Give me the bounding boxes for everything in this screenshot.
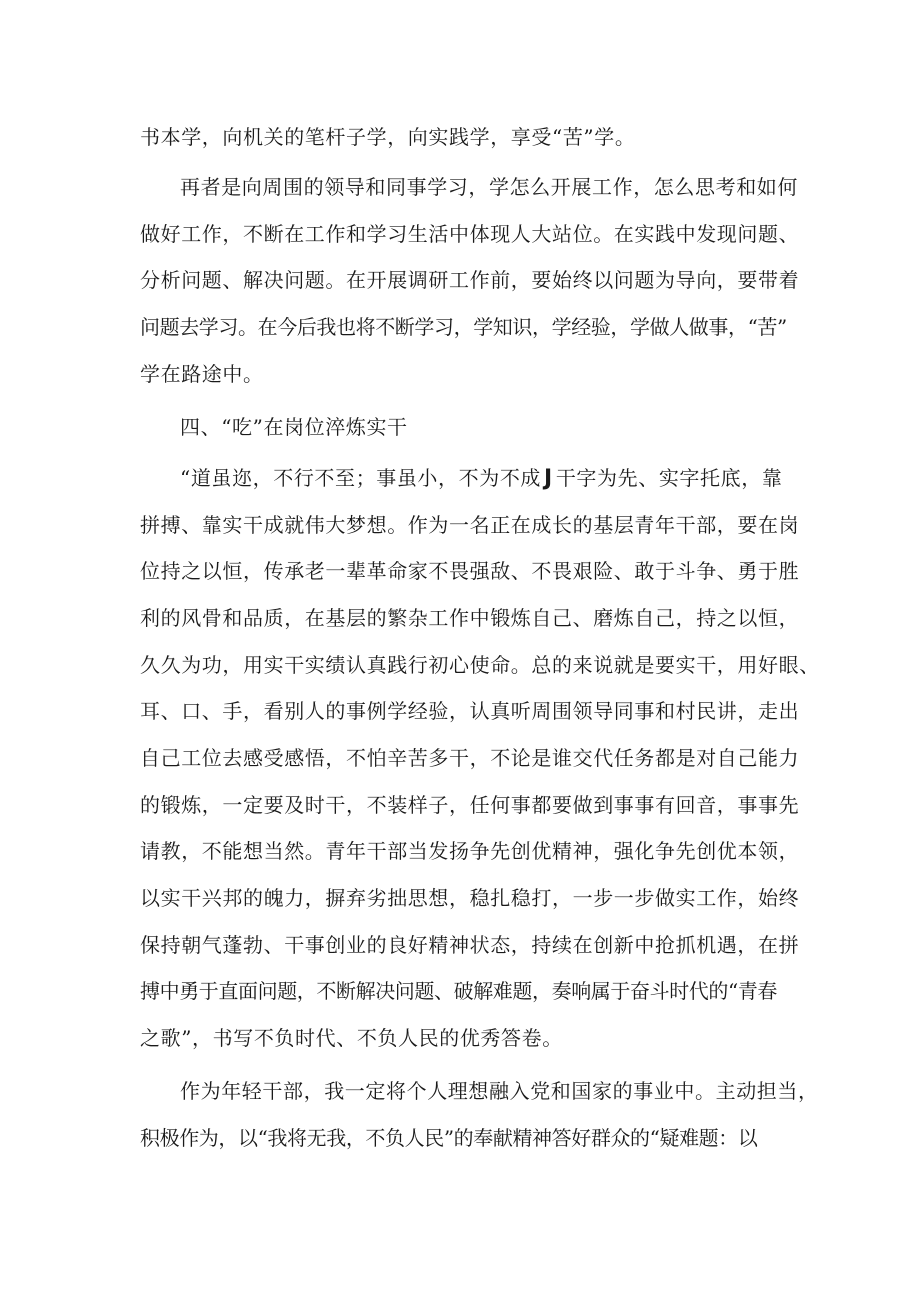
text-line: 的锻炼，一定要及时干，不装样子，任何事都要做到事事有回音，事事先 — [140, 793, 800, 817]
quote-text: “道虽迩，不行不至；事虽小，不为不成 — [180, 466, 542, 490]
text-line: 积极作为，以“我将无我，不负人民”的奉献精神答好群众的“疑难题：以 — [140, 1126, 758, 1150]
text-line: 学在路途中。 — [140, 362, 264, 386]
text-line: 请教，不能想当然。青年干部当发扬争先创优精神，强化争先创优本领， — [140, 839, 800, 863]
text-line: 搏中勇于直面问题，不断解决问题、破解难题，奏响属于奋斗时代的“青春 — [140, 979, 778, 1003]
text-line: 保持朝气蓬勃、干事创业的良好精神状态，持续在创新中抢抓机遇，在拼 — [140, 933, 800, 957]
text-line: 问题去学习。在今后我也将不断学习，学知识，学经验，学做人做事，“苦” — [140, 315, 787, 339]
text-line: 位持之以恒，传承老一辈革命家不畏强敌、不畏艰险、敢于斗争、勇于胜 — [140, 559, 800, 583]
text-line: 拼搏、靠实干成就伟大梦想。作为一名正在成长的基层青年干部，要在岗 — [140, 513, 800, 537]
text-line: 久久为功，用实干实绩认真践行初心使命。总的来说就是要实干，用好眼、 — [140, 653, 820, 677]
ocr-artifact-glyph: J — [544, 466, 553, 491]
text-line: 做好工作，不断在工作和学习生活中体现人大站位。在实践中发现问题、 — [140, 222, 800, 246]
text-line: 利的风骨和品质，在基层的繁杂工作中锻炼自己、磨炼自己，持之以恒， — [140, 606, 800, 630]
paragraph-start-line — [180, 464, 782, 493]
paragraph-start-line: 再者是向周围的领导和同事学习，学怎么开展工作，怎么思考和如何 — [180, 175, 798, 199]
section-heading: 四、“吃”在岗位淬炼实干 — [180, 415, 408, 439]
text-line: 分析问题、解决问题。在开展调研工作前，要始终以问题为导向，要带着 — [140, 268, 800, 292]
text-line: 自己工位去感受感悟，不怕辛苦多干，不论是谁交代任务都是对自己能力 — [140, 746, 800, 770]
quote-continuation: 干字为先、实字托底，靠 — [555, 466, 783, 490]
paragraph-start-line: 作为年轻干部，我一定将个人理想融入党和国家的事业中。主动担当， — [180, 1079, 819, 1103]
text-line: 耳、口、手，看别人的事例学经验，认真听周围领导同事和村民讲，走出 — [140, 699, 800, 723]
text-line: 以实干兴邦的魄力，摒弃劣拙思想，稳扎稳打，一步一步做实工作，始终 — [140, 886, 800, 910]
text-line: 书本学，向机关的笔杆子学，向实践学，享受“苦”学。 — [140, 125, 636, 149]
text-line: 之歌”，书写不负时代、不负人民的优秀答卷。 — [140, 1026, 563, 1050]
